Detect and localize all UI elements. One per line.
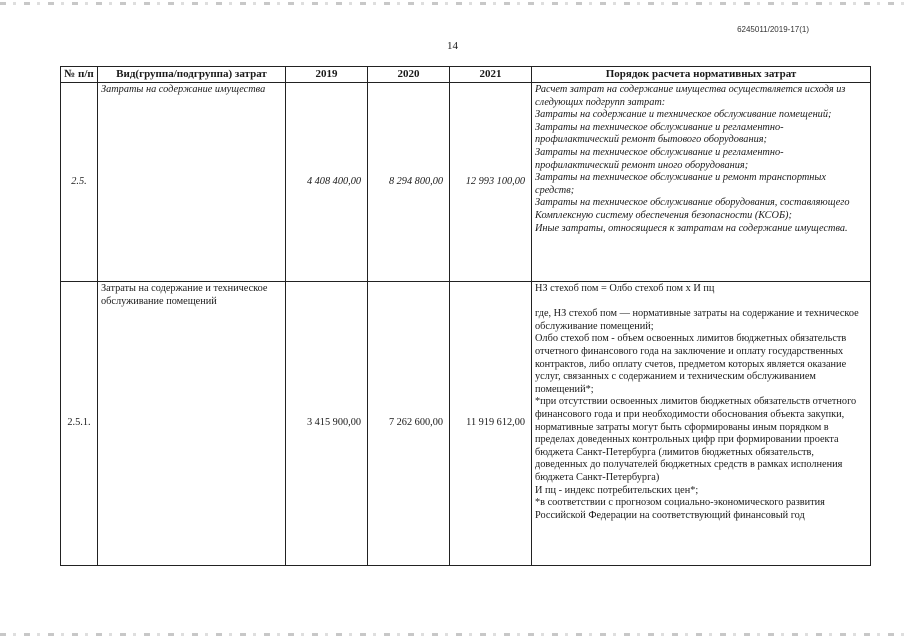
rule-line: где, НЗ стехоб пом — нормативные затраты на содержание и техническое обслуживание помещений; — [535, 308, 859, 332]
rule-line: И пц - индекс потребительских цен*; — [535, 484, 699, 496]
header-2019: 2019 — [286, 67, 368, 83]
value-2021: 12 993 100,00 — [450, 83, 532, 282]
table-row — [61, 282, 871, 566]
cost-type: Затраты на содержание и техническое обслуживание помещений — [98, 282, 286, 566]
value-2019: 4 408 400,00 — [286, 83, 368, 282]
rule-line: Затраты на техническое обслуживание и ремонт транспортных средств; — [535, 172, 826, 196]
rule-line: *при отсутствии освоенных лимитов бюджетных обязательств отчетного финансового года и при необходимости обоснования объекта закупки, нормативные затраты могут быть сформированы иным порядком в пределах доведенных контрольных цифр при формировании проекта бюджета Санкт-Петербурга (лимитов бюджетных обязательств, доведенных до получателей бюджетных средств в рамках исполнения бюджета Санкт-Петербурга) — [535, 396, 857, 483]
row-number: 2.5.1. — [61, 282, 98, 566]
row-number: 2.5. — [61, 83, 98, 282]
header-rule: Порядок расчета нормативных затрат — [532, 67, 871, 83]
formula: НЗ стехоб пом = Олбо стехоб пом х И пц — [535, 283, 715, 294]
value-2019: 3 415 900,00 — [286, 282, 368, 566]
value-2021: 11 919 612,00 — [450, 282, 532, 566]
value-2020: 8 294 800,00 — [368, 83, 450, 282]
rule-line: Расчет затрат на содержание имущества осуществляется исходя из следующих подгрупп затрат: — [535, 84, 846, 108]
calculation-rule — [532, 83, 871, 282]
cost-type: Затраты на содержание имущества — [98, 83, 286, 282]
rule-line: Затраты на техническое обслуживание и регламентно-профилактический ремонт бытового оборудования; — [535, 121, 784, 146]
header-type: Вид(группа/подгруппа) затрат — [98, 67, 286, 83]
value-2020: 7 262 600,00 — [368, 282, 450, 566]
table-header-row — [61, 67, 871, 83]
page-number: 14 — [447, 40, 458, 52]
calculation-rule — [532, 282, 871, 566]
rule-line: Затраты на содержание и техническое обслуживание помещений; — [535, 109, 832, 121]
spacer — [535, 296, 867, 309]
scan-artifact-bottom — [0, 633, 905, 636]
header-num: № п/п — [61, 67, 98, 83]
rule-line: Затраты на техническое обслуживание оборудования, составляющего Комплексную систему обеспечения безопасности (КСОБ); — [535, 197, 850, 221]
document-code: 6245011/2019-17(1) — [737, 25, 809, 34]
rule-line: Затраты на техническое обслуживание и регламентно-профилактический ремонт иного оборудования; — [535, 146, 784, 171]
rule-line: *в соответствии с прогнозом социально-экономического развития Российской Федерации на соответствующий финансовый год — [535, 497, 825, 521]
rule-line: Олбо стехоб пом - объем освоенных лимитов бюджетных обязательств отчетного финансового года на заключение и оплату государственных контрактов, либо оплату счетов, предметом которых является оказание услуг, связанных с содержанием и техническим обслуживанием помещений*; — [535, 333, 847, 395]
scan-artifact-top — [0, 2, 905, 5]
norm-costs-table — [60, 66, 871, 566]
table-row — [61, 83, 871, 282]
rule-line: Иные затраты, относящиеся к затратам на содержание имущества. — [535, 222, 848, 234]
header-2021: 2021 — [450, 67, 532, 83]
header-2020: 2020 — [368, 67, 450, 83]
